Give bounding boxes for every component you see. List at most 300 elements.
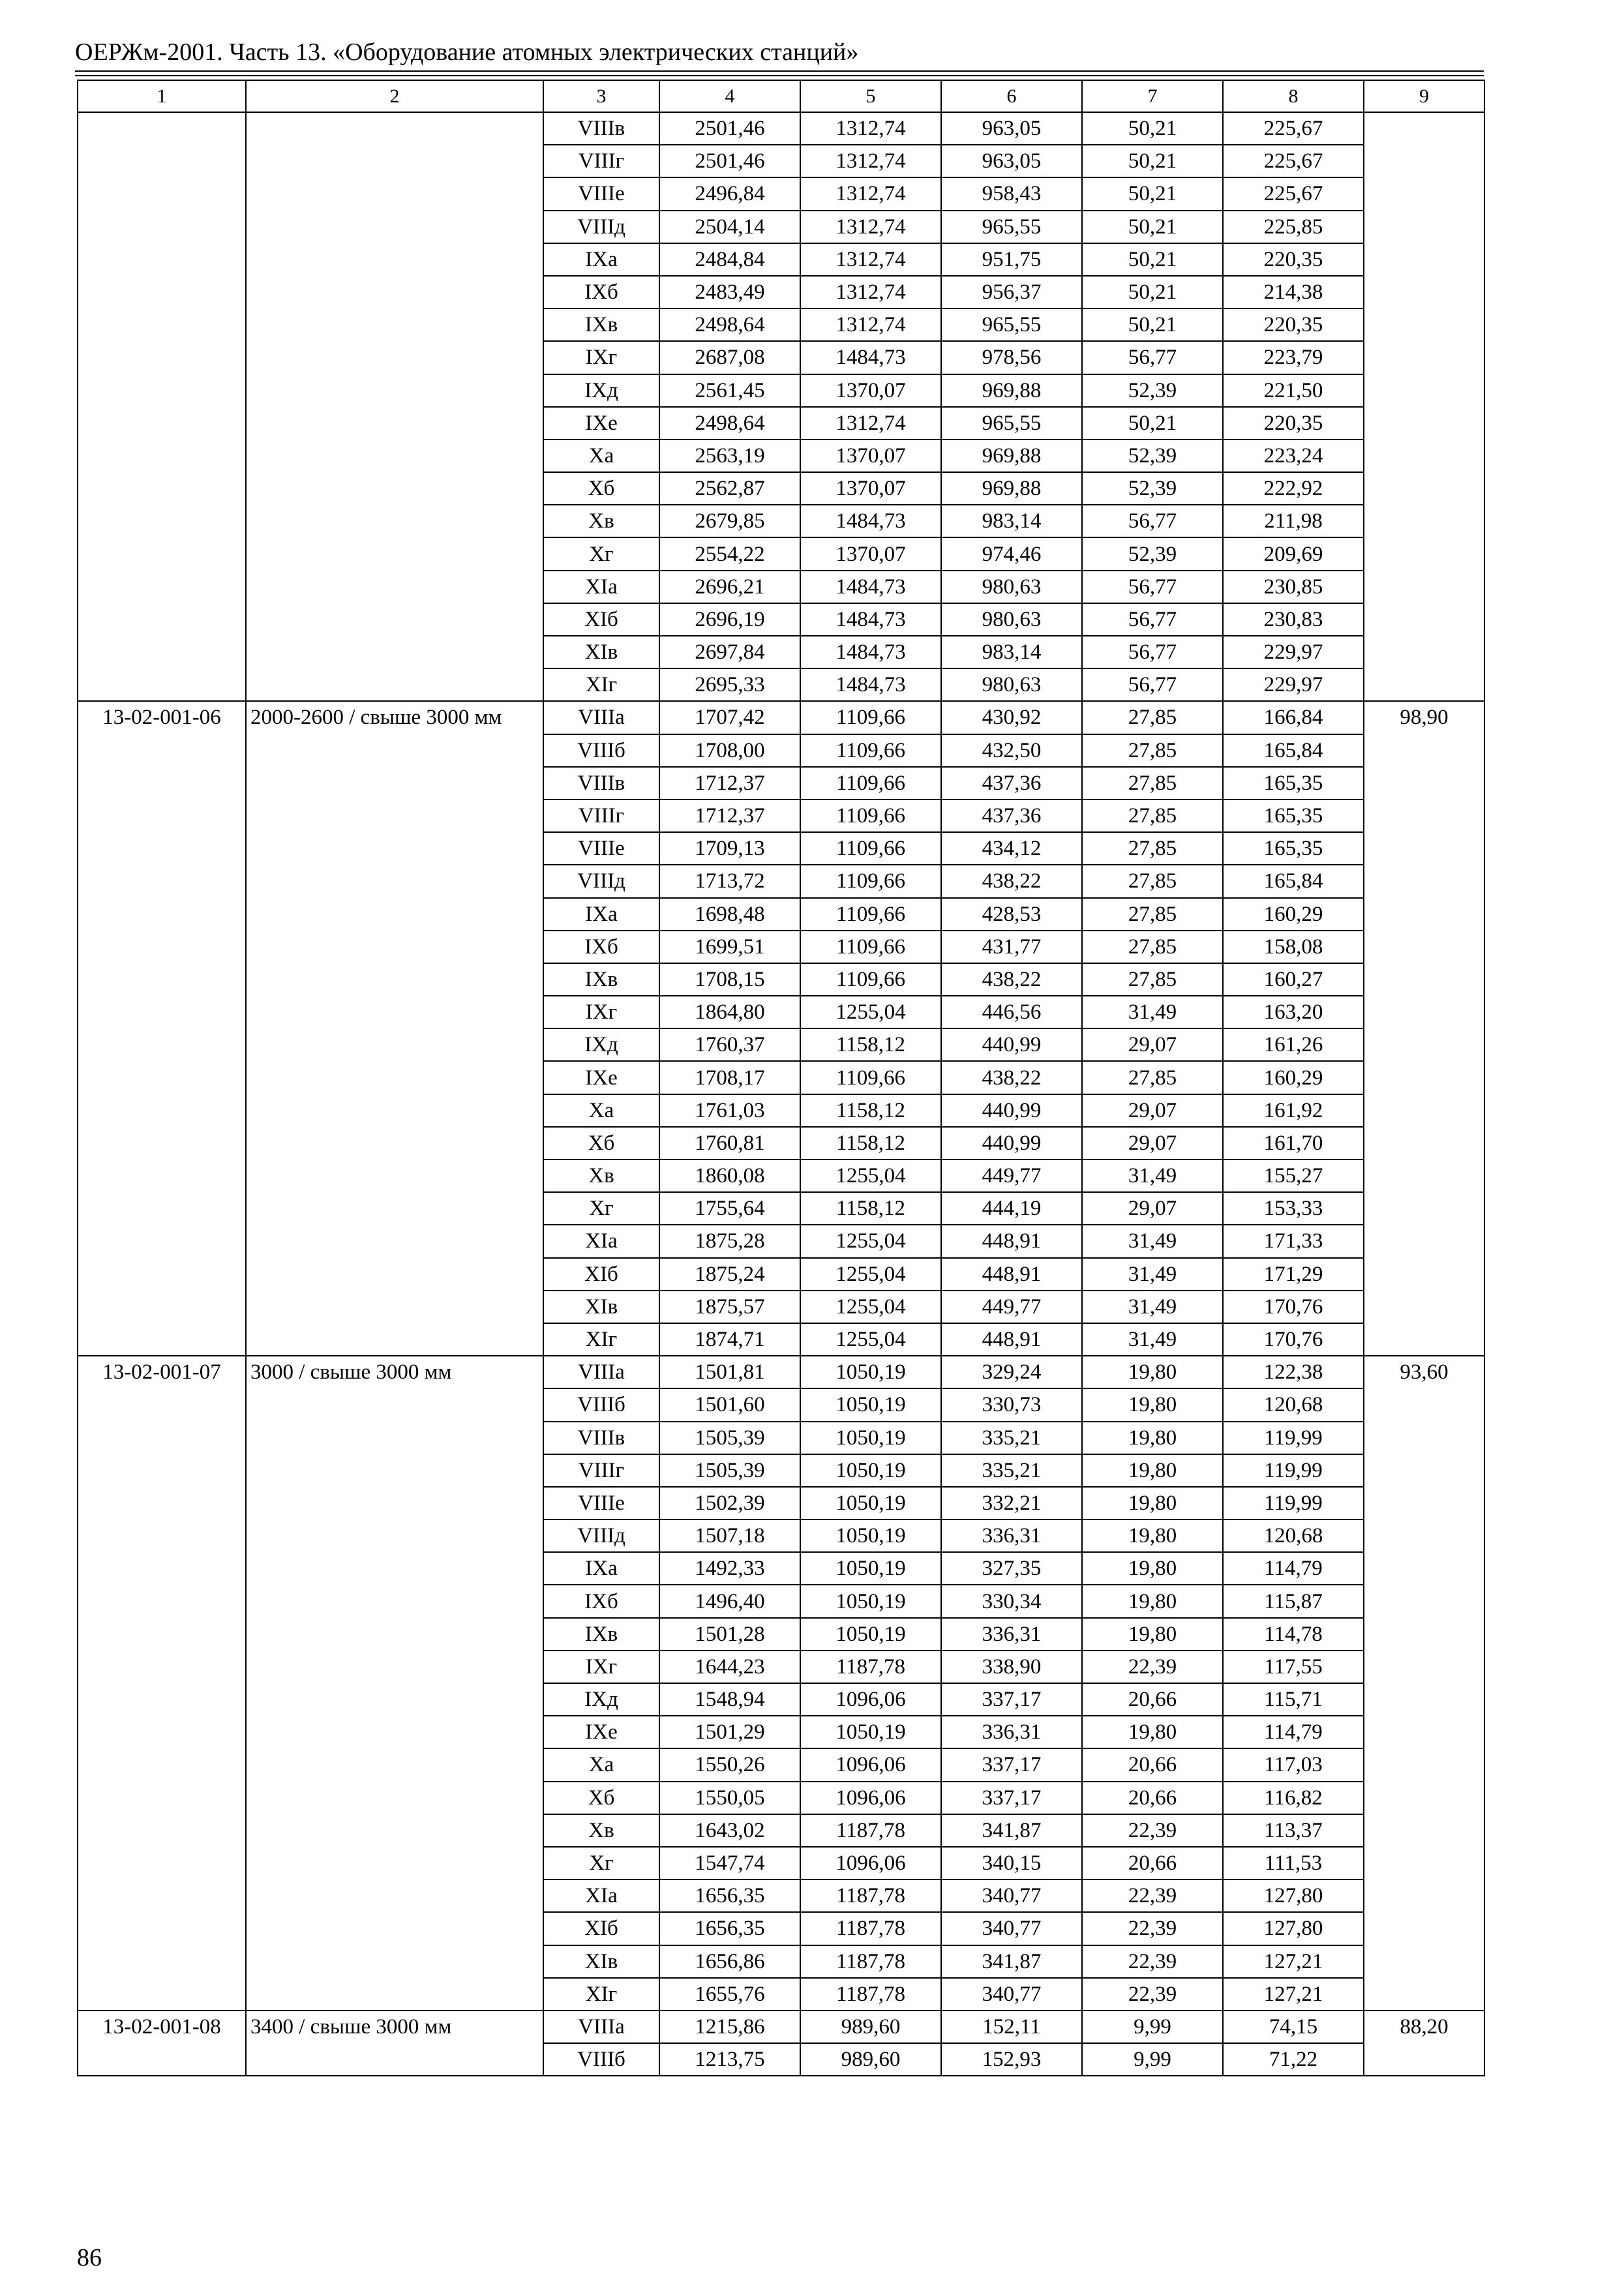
materials-cost-cell: 211,98 xyxy=(1223,505,1364,537)
wages-cell: 1484,73 xyxy=(800,341,941,374)
machine-cost-cell: 432,50 xyxy=(941,734,1082,767)
driver-wages-cell: 50,21 xyxy=(1082,407,1223,440)
machine-cost-cell: 338,90 xyxy=(941,1651,1082,1683)
driver-wages-cell: 29,07 xyxy=(1082,1094,1223,1127)
materials-cost-cell: 225,67 xyxy=(1223,112,1364,145)
total-cost-cell: 2496,84 xyxy=(659,177,800,210)
materials-cost-cell: 127,80 xyxy=(1223,1912,1364,1945)
total-cost-cell: 1713,72 xyxy=(659,865,800,897)
wages-cell: 1312,74 xyxy=(800,243,941,276)
machine-cost-cell: 336,31 xyxy=(941,1519,1082,1552)
rate-description-cell xyxy=(246,112,543,701)
zone-cell: IXб xyxy=(543,931,659,963)
materials-cost-cell: 229,97 xyxy=(1223,668,1364,701)
machine-cost-cell: 444,19 xyxy=(941,1192,1082,1225)
wages-cell: 1109,66 xyxy=(800,701,941,734)
wages-cell: 1484,73 xyxy=(800,505,941,537)
machine-cost-cell: 983,14 xyxy=(941,636,1082,668)
wages-cell: 1370,07 xyxy=(800,374,941,407)
total-cost-cell: 1501,29 xyxy=(659,1716,800,1748)
materials-cost-cell: 230,83 xyxy=(1223,603,1364,636)
rate-description-cell: 2000-2600 / свыше 3000 мм xyxy=(246,701,543,1356)
machine-cost-cell: 974,46 xyxy=(941,537,1082,570)
zone-cell: Xв xyxy=(543,505,659,537)
machine-cost-cell: 963,05 xyxy=(941,145,1082,177)
machine-cost-cell: 336,31 xyxy=(941,1618,1082,1651)
total-cost-cell: 1712,37 xyxy=(659,767,800,800)
driver-wages-cell: 9,99 xyxy=(1082,2043,1223,2076)
column-number-row xyxy=(78,80,1484,112)
total-cost-cell: 1860,08 xyxy=(659,1159,800,1192)
driver-wages-cell: 22,39 xyxy=(1082,1814,1223,1847)
materials-cost-cell: 74,15 xyxy=(1223,2011,1364,2043)
materials-cost-cell: 115,71 xyxy=(1223,1683,1364,1716)
wages-cell: 1255,04 xyxy=(800,1258,941,1291)
driver-wages-cell: 27,85 xyxy=(1082,931,1223,963)
driver-wages-cell: 19,80 xyxy=(1082,1716,1223,1748)
materials-cost-cell: 114,78 xyxy=(1223,1618,1364,1651)
total-cost-cell: 1501,81 xyxy=(659,1356,800,1388)
driver-wages-cell: 31,49 xyxy=(1082,1159,1223,1192)
wages-cell: 1096,06 xyxy=(800,1847,941,1879)
driver-wages-cell: 31,49 xyxy=(1082,1323,1223,1356)
price-table xyxy=(77,80,1485,2076)
wages-cell: 1109,66 xyxy=(800,767,941,800)
materials-cost-cell: 225,67 xyxy=(1223,145,1364,177)
materials-cost-cell: 160,27 xyxy=(1223,963,1364,996)
total-cost-cell: 2498,64 xyxy=(659,308,800,341)
rate-code-cell: 13-02-001-08 xyxy=(78,2011,246,2076)
column-header: 3 xyxy=(543,80,659,112)
machine-cost-cell: 337,17 xyxy=(941,1782,1082,1814)
machine-cost-cell: 440,99 xyxy=(941,1028,1082,1061)
wages-cell: 1050,19 xyxy=(800,1519,941,1552)
wages-cell: 1096,06 xyxy=(800,1782,941,1814)
driver-wages-cell: 20,66 xyxy=(1082,1847,1223,1879)
wages-cell: 1050,19 xyxy=(800,1454,941,1487)
zone-cell: IXд xyxy=(543,1683,659,1716)
materials-cost-cell: 229,97 xyxy=(1223,636,1364,668)
zone-cell: IXг xyxy=(543,1651,659,1683)
machine-cost-cell: 330,34 xyxy=(941,1585,1082,1617)
driver-wages-cell: 27,85 xyxy=(1082,701,1223,734)
driver-wages-cell: 19,80 xyxy=(1082,1519,1223,1552)
driver-wages-cell: 27,85 xyxy=(1082,832,1223,865)
materials-cost-cell: 120,68 xyxy=(1223,1519,1364,1552)
machine-cost-cell: 152,93 xyxy=(941,2043,1082,2076)
machine-cost-cell: 437,36 xyxy=(941,800,1082,832)
materials-cost-cell: 223,24 xyxy=(1223,440,1364,472)
zone-cell: IXг xyxy=(543,341,659,374)
zone-cell: Xа xyxy=(543,1094,659,1127)
machine-cost-cell: 958,43 xyxy=(941,177,1082,210)
machine-cost-cell: 978,56 xyxy=(941,341,1082,374)
driver-wages-cell: 31,49 xyxy=(1082,996,1223,1028)
driver-wages-cell: 50,21 xyxy=(1082,145,1223,177)
total-cost-cell: 1655,76 xyxy=(659,1978,800,2011)
zone-cell: VIIIд xyxy=(543,211,659,243)
wages-cell: 1370,07 xyxy=(800,472,941,505)
total-cost-cell: 1644,23 xyxy=(659,1651,800,1683)
machine-cost-cell: 969,88 xyxy=(941,374,1082,407)
zone-cell: VIIIг xyxy=(543,800,659,832)
total-cost-cell: 1707,42 xyxy=(659,701,800,734)
driver-wages-cell: 27,85 xyxy=(1082,767,1223,800)
table-body xyxy=(78,112,1484,2076)
wages-cell: 1255,04 xyxy=(800,1323,941,1356)
total-cost-cell: 1755,64 xyxy=(659,1192,800,1225)
driver-wages-cell: 50,21 xyxy=(1082,243,1223,276)
zone-cell: IXб xyxy=(543,1585,659,1617)
driver-wages-cell: 52,39 xyxy=(1082,472,1223,505)
materials-cost-cell: 220,35 xyxy=(1223,407,1364,440)
zone-cell: XIа xyxy=(543,1879,659,1912)
labor-cost-cell xyxy=(1364,112,1484,701)
driver-wages-cell: 19,80 xyxy=(1082,1422,1223,1454)
total-cost-cell: 1699,51 xyxy=(659,931,800,963)
machine-cost-cell: 335,21 xyxy=(941,1454,1082,1487)
page-header: ОЕРЖм-2001. Часть 13. «Оборудование атомных электрических станций» xyxy=(75,38,859,66)
wages-cell: 1096,06 xyxy=(800,1683,941,1716)
driver-wages-cell: 27,85 xyxy=(1082,898,1223,931)
rate-code-cell xyxy=(78,112,246,701)
wages-cell: 1484,73 xyxy=(800,603,941,636)
total-cost-cell: 1496,40 xyxy=(659,1585,800,1617)
machine-cost-cell: 330,73 xyxy=(941,1388,1082,1421)
materials-cost-cell: 160,29 xyxy=(1223,898,1364,931)
zone-cell: Xв xyxy=(543,1159,659,1192)
wages-cell: 1050,19 xyxy=(800,1422,941,1454)
machine-cost-cell: 438,22 xyxy=(941,963,1082,996)
machine-cost-cell: 332,21 xyxy=(941,1487,1082,1519)
zone-cell: VIIIг xyxy=(543,1454,659,1487)
wages-cell: 989,60 xyxy=(800,2011,941,2043)
zone-cell: XIг xyxy=(543,1978,659,2011)
zone-cell: VIIIа xyxy=(543,1356,659,1388)
machine-cost-cell: 335,21 xyxy=(941,1422,1082,1454)
machine-cost-cell: 337,17 xyxy=(941,1683,1082,1716)
zone-cell: XIа xyxy=(543,571,659,603)
materials-cost-cell: 116,82 xyxy=(1223,1782,1364,1814)
wages-cell: 1187,78 xyxy=(800,1912,941,1945)
rate-code-cell: 13-02-001-07 xyxy=(78,1356,246,2011)
page-number: 86 xyxy=(77,2244,102,2271)
zone-cell: VIIIе xyxy=(543,177,659,210)
materials-cost-cell: 117,55 xyxy=(1223,1651,1364,1683)
zone-cell: Xг xyxy=(543,1192,659,1225)
column-header: 7 xyxy=(1082,80,1223,112)
materials-cost-cell: 165,35 xyxy=(1223,767,1364,800)
driver-wages-cell: 29,07 xyxy=(1082,1028,1223,1061)
zone-cell: IXе xyxy=(543,407,659,440)
driver-wages-cell: 50,21 xyxy=(1082,112,1223,145)
wages-cell: 1050,19 xyxy=(800,1618,941,1651)
rate-description-cell: 3000 / свыше 3000 мм xyxy=(246,1356,543,2011)
wages-cell: 1370,07 xyxy=(800,537,941,570)
zone-cell: XIб xyxy=(543,603,659,636)
total-cost-cell: 1708,00 xyxy=(659,734,800,767)
zone-cell: VIIIб xyxy=(543,1388,659,1421)
wages-cell: 1158,12 xyxy=(800,1094,941,1127)
machine-cost-cell: 980,63 xyxy=(941,603,1082,636)
total-cost-cell: 2697,84 xyxy=(659,636,800,668)
machine-cost-cell: 440,99 xyxy=(941,1094,1082,1127)
zone-cell: VIIIб xyxy=(543,2043,659,2076)
materials-cost-cell: 225,85 xyxy=(1223,211,1364,243)
machine-cost-cell: 438,22 xyxy=(941,1061,1082,1094)
zone-cell: VIIIд xyxy=(543,865,659,897)
zone-cell: Xб xyxy=(543,1127,659,1159)
materials-cost-cell: 161,70 xyxy=(1223,1127,1364,1159)
materials-cost-cell: 113,37 xyxy=(1223,1814,1364,1847)
materials-cost-cell: 161,26 xyxy=(1223,1028,1364,1061)
total-cost-cell: 1656,86 xyxy=(659,1945,800,1978)
driver-wages-cell: 29,07 xyxy=(1082,1192,1223,1225)
zone-cell: Xв xyxy=(543,1814,659,1847)
total-cost-cell: 1708,15 xyxy=(659,963,800,996)
driver-wages-cell: 56,77 xyxy=(1082,636,1223,668)
column-header: 8 xyxy=(1223,80,1364,112)
machine-cost-cell: 152,11 xyxy=(941,2011,1082,2043)
machine-cost-cell: 980,63 xyxy=(941,668,1082,701)
machine-cost-cell: 341,87 xyxy=(941,1814,1082,1847)
machine-cost-cell: 434,12 xyxy=(941,832,1082,865)
wages-cell: 1187,78 xyxy=(800,1814,941,1847)
total-cost-cell: 2554,22 xyxy=(659,537,800,570)
total-cost-cell: 1709,13 xyxy=(659,832,800,865)
total-cost-cell: 2562,87 xyxy=(659,472,800,505)
zone-cell: IXд xyxy=(543,1028,659,1061)
total-cost-cell: 1547,74 xyxy=(659,1847,800,1879)
wages-cell: 1050,19 xyxy=(800,1356,941,1388)
labor-cost-cell: 93,60 xyxy=(1364,1356,1484,2011)
machine-cost-cell: 969,88 xyxy=(941,472,1082,505)
total-cost-cell: 2563,19 xyxy=(659,440,800,472)
machine-cost-cell: 965,55 xyxy=(941,308,1082,341)
zone-cell: Xа xyxy=(543,1748,659,1781)
total-cost-cell: 1698,48 xyxy=(659,898,800,931)
zone-cell: VIIIд xyxy=(543,1519,659,1552)
wages-cell: 1312,74 xyxy=(800,177,941,210)
labor-cost-cell: 98,90 xyxy=(1364,701,1484,1356)
materials-cost-cell: 171,33 xyxy=(1223,1225,1364,1257)
driver-wages-cell: 27,85 xyxy=(1082,865,1223,897)
rate-description-cell: 3400 / свыше 3000 мм xyxy=(246,2011,543,2076)
total-cost-cell: 1656,35 xyxy=(659,1879,800,1912)
total-cost-cell: 1656,35 xyxy=(659,1912,800,1945)
zone-cell: Xа xyxy=(543,440,659,472)
zone-cell: Xб xyxy=(543,472,659,505)
wages-cell: 1484,73 xyxy=(800,571,941,603)
column-header: 9 xyxy=(1364,80,1484,112)
machine-cost-cell: 980,63 xyxy=(941,571,1082,603)
total-cost-cell: 1708,17 xyxy=(659,1061,800,1094)
machine-cost-cell: 431,77 xyxy=(941,931,1082,963)
machine-cost-cell: 448,91 xyxy=(941,1258,1082,1291)
total-cost-cell: 2484,84 xyxy=(659,243,800,276)
wages-cell: 1109,66 xyxy=(800,865,941,897)
wages-cell: 1312,74 xyxy=(800,112,941,145)
total-cost-cell: 2696,21 xyxy=(659,571,800,603)
driver-wages-cell: 19,80 xyxy=(1082,1388,1223,1421)
materials-cost-cell: 214,38 xyxy=(1223,276,1364,308)
total-cost-cell: 2696,19 xyxy=(659,603,800,636)
materials-cost-cell: 119,99 xyxy=(1223,1454,1364,1487)
total-cost-cell: 1550,26 xyxy=(659,1748,800,1781)
driver-wages-cell: 19,80 xyxy=(1082,1585,1223,1617)
machine-cost-cell: 329,24 xyxy=(941,1356,1082,1388)
zone-cell: VIIIв xyxy=(543,112,659,145)
materials-cost-cell: 165,35 xyxy=(1223,800,1364,832)
wages-cell: 1484,73 xyxy=(800,668,941,701)
machine-cost-cell: 965,55 xyxy=(941,407,1082,440)
wages-cell: 1050,19 xyxy=(800,1487,941,1519)
driver-wages-cell: 19,80 xyxy=(1082,1552,1223,1585)
materials-cost-cell: 158,08 xyxy=(1223,931,1364,963)
materials-cost-cell: 114,79 xyxy=(1223,1552,1364,1585)
zone-cell: VIIIа xyxy=(543,701,659,734)
wages-cell: 989,60 xyxy=(800,2043,941,2076)
driver-wages-cell: 27,85 xyxy=(1082,963,1223,996)
total-cost-cell: 1501,60 xyxy=(659,1388,800,1421)
materials-cost-cell: 127,21 xyxy=(1223,1978,1364,2011)
driver-wages-cell: 20,66 xyxy=(1082,1683,1223,1716)
materials-cost-cell: 160,29 xyxy=(1223,1061,1364,1094)
driver-wages-cell: 22,39 xyxy=(1082,1912,1223,1945)
driver-wages-cell: 31,49 xyxy=(1082,1225,1223,1257)
table-row xyxy=(78,112,1484,145)
materials-cost-cell: 170,76 xyxy=(1223,1291,1364,1323)
materials-cost-cell: 220,35 xyxy=(1223,243,1364,276)
wages-cell: 1370,07 xyxy=(800,440,941,472)
machine-cost-cell: 327,35 xyxy=(941,1552,1082,1585)
materials-cost-cell: 71,22 xyxy=(1223,2043,1364,2076)
zone-cell: VIIIе xyxy=(543,1487,659,1519)
rate-code-cell: 13-02-001-06 xyxy=(78,701,246,1356)
driver-wages-cell: 52,39 xyxy=(1082,440,1223,472)
zone-cell: VIIIг xyxy=(543,145,659,177)
driver-wages-cell: 22,39 xyxy=(1082,1945,1223,1978)
wages-cell: 1158,12 xyxy=(800,1127,941,1159)
zone-cell: VIIIв xyxy=(543,1422,659,1454)
machine-cost-cell: 340,15 xyxy=(941,1847,1082,1879)
driver-wages-cell: 50,21 xyxy=(1082,211,1223,243)
materials-cost-cell: 127,80 xyxy=(1223,1879,1364,1912)
materials-cost-cell: 127,21 xyxy=(1223,1945,1364,1978)
machine-cost-cell: 340,77 xyxy=(941,1978,1082,2011)
wages-cell: 1187,78 xyxy=(800,1651,941,1683)
machine-cost-cell: 446,56 xyxy=(941,996,1082,1028)
wages-cell: 1050,19 xyxy=(800,1388,941,1421)
total-cost-cell: 2679,85 xyxy=(659,505,800,537)
driver-wages-cell: 20,66 xyxy=(1082,1748,1223,1781)
wages-cell: 1255,04 xyxy=(800,1291,941,1323)
machine-cost-cell: 983,14 xyxy=(941,505,1082,537)
wages-cell: 1312,74 xyxy=(800,308,941,341)
materials-cost-cell: 222,92 xyxy=(1223,472,1364,505)
zone-cell: XIг xyxy=(543,668,659,701)
total-cost-cell: 2501,46 xyxy=(659,112,800,145)
total-cost-cell: 1492,33 xyxy=(659,1552,800,1585)
total-cost-cell: 2561,45 xyxy=(659,374,800,407)
total-cost-cell: 1875,24 xyxy=(659,1258,800,1291)
machine-cost-cell: 963,05 xyxy=(941,112,1082,145)
zone-cell: IXа xyxy=(543,898,659,931)
labor-cost-cell: 88,20 xyxy=(1364,2011,1484,2076)
total-cost-cell: 1761,03 xyxy=(659,1094,800,1127)
total-cost-cell: 1501,28 xyxy=(659,1618,800,1651)
driver-wages-cell: 50,21 xyxy=(1082,276,1223,308)
driver-wages-cell: 19,80 xyxy=(1082,1618,1223,1651)
materials-cost-cell: 230,85 xyxy=(1223,571,1364,603)
driver-wages-cell: 27,85 xyxy=(1082,734,1223,767)
driver-wages-cell: 27,85 xyxy=(1082,800,1223,832)
zone-cell: VIIIе xyxy=(543,832,659,865)
total-cost-cell: 1643,02 xyxy=(659,1814,800,1847)
driver-wages-cell: 56,77 xyxy=(1082,603,1223,636)
materials-cost-cell: 120,68 xyxy=(1223,1388,1364,1421)
total-cost-cell: 1760,81 xyxy=(659,1127,800,1159)
wages-cell: 1255,04 xyxy=(800,1159,941,1192)
total-cost-cell: 2501,46 xyxy=(659,145,800,177)
zone-cell: Xг xyxy=(543,1847,659,1879)
table-row xyxy=(78,701,1484,734)
zone-cell: XIв xyxy=(543,1945,659,1978)
machine-cost-cell: 428,53 xyxy=(941,898,1082,931)
total-cost-cell: 1505,39 xyxy=(659,1454,800,1487)
total-cost-cell: 1507,18 xyxy=(659,1519,800,1552)
materials-cost-cell: 114,79 xyxy=(1223,1716,1364,1748)
materials-cost-cell: 166,84 xyxy=(1223,701,1364,734)
column-header: 5 xyxy=(800,80,941,112)
zone-cell: Xг xyxy=(543,537,659,570)
wages-cell: 1109,66 xyxy=(800,734,941,767)
machine-cost-cell: 340,77 xyxy=(941,1879,1082,1912)
zone-cell: IXа xyxy=(543,243,659,276)
wages-cell: 1158,12 xyxy=(800,1028,941,1061)
wages-cell: 1109,66 xyxy=(800,1061,941,1094)
materials-cost-cell: 165,84 xyxy=(1223,865,1364,897)
driver-wages-cell: 27,85 xyxy=(1082,1061,1223,1094)
total-cost-cell: 1875,57 xyxy=(659,1291,800,1323)
machine-cost-cell: 969,88 xyxy=(941,440,1082,472)
driver-wages-cell: 52,39 xyxy=(1082,374,1223,407)
zone-cell: XIб xyxy=(543,1912,659,1945)
driver-wages-cell: 50,21 xyxy=(1082,308,1223,341)
driver-wages-cell: 31,49 xyxy=(1082,1258,1223,1291)
column-header: 6 xyxy=(941,80,1082,112)
materials-cost-cell: 115,87 xyxy=(1223,1585,1364,1617)
driver-wages-cell: 56,77 xyxy=(1082,505,1223,537)
wages-cell: 1158,12 xyxy=(800,1192,941,1225)
wages-cell: 1312,74 xyxy=(800,407,941,440)
wages-cell: 1255,04 xyxy=(800,1225,941,1257)
total-cost-cell: 1502,39 xyxy=(659,1487,800,1519)
driver-wages-cell: 19,80 xyxy=(1082,1454,1223,1487)
materials-cost-cell: 153,33 xyxy=(1223,1192,1364,1225)
zone-cell: IXг xyxy=(543,996,659,1028)
driver-wages-cell: 50,21 xyxy=(1082,177,1223,210)
materials-cost-cell: 119,99 xyxy=(1223,1422,1364,1454)
total-cost-cell: 1864,80 xyxy=(659,996,800,1028)
machine-cost-cell: 448,91 xyxy=(941,1225,1082,1257)
driver-wages-cell: 56,77 xyxy=(1082,341,1223,374)
materials-cost-cell: 122,38 xyxy=(1223,1356,1364,1388)
total-cost-cell: 1760,37 xyxy=(659,1028,800,1061)
materials-cost-cell: 225,67 xyxy=(1223,177,1364,210)
machine-cost-cell: 430,92 xyxy=(941,701,1082,734)
zone-cell: XIв xyxy=(543,636,659,668)
